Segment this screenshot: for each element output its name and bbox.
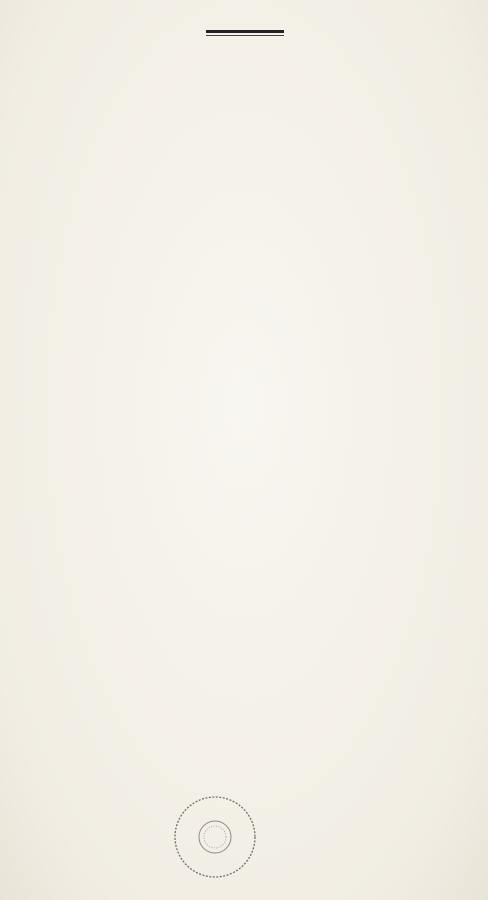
- header-rule: [206, 30, 284, 33]
- text-line: [30, 208, 470, 236]
- text-line: [30, 760, 470, 788]
- text-line: [30, 622, 470, 650]
- text-line: [30, 180, 470, 208]
- text-line: [30, 70, 470, 98]
- text-line: [30, 677, 470, 705]
- text-line: [30, 705, 470, 733]
- text-line: [30, 318, 470, 346]
- text-line: [30, 236, 470, 264]
- text-line: [30, 649, 470, 677]
- text-line: [30, 594, 470, 622]
- library-stamp-icon: [172, 794, 258, 880]
- text-line: [30, 429, 470, 457]
- text-line: [30, 346, 470, 374]
- library-stamp: [172, 794, 258, 880]
- text-line: [30, 539, 470, 567]
- body-text: [30, 70, 470, 815]
- text-line: [30, 484, 470, 512]
- text-line: [30, 98, 470, 126]
- text-line: [30, 153, 470, 181]
- text-line: [30, 374, 470, 402]
- text-line: [30, 401, 470, 429]
- text-line: [30, 456, 470, 484]
- text-line: [30, 125, 470, 153]
- text-line: [30, 567, 470, 595]
- text-line: [30, 291, 470, 319]
- text-line: [30, 512, 470, 540]
- text-line: [30, 263, 470, 291]
- text-line: [30, 732, 470, 760]
